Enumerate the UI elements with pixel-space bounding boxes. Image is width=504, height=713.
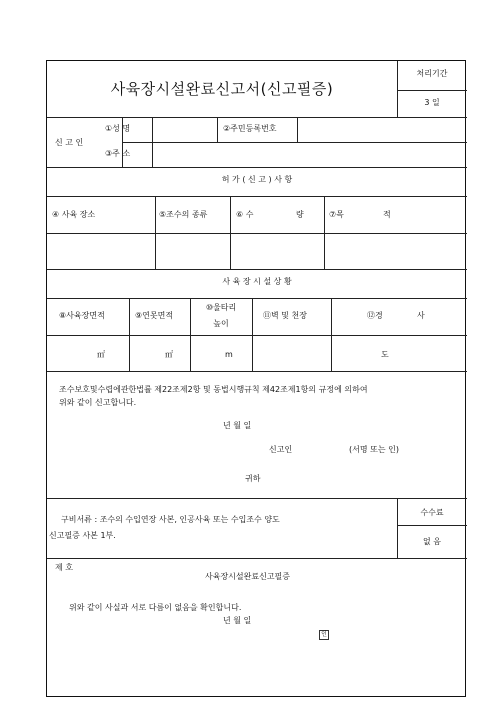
name-label: ①성 명 [105,124,131,133]
unit-slope: 도 [381,350,389,359]
completion-report-form [46,60,466,697]
permit-col-purpose-suffix: 적 [383,210,391,219]
permit-section-title: 허 가 ( 신 고 ) 사 항 [221,175,293,184]
facility-col-slope: ⑫경 [367,311,383,320]
facility-col-slope-suffix: 사 [417,311,425,320]
address-label: ③주 소 [105,149,131,158]
seal-stamp: 인 [319,630,329,640]
certificate-number: 제 호 [55,563,73,572]
permit-col-quantity-suffix: 량 [296,210,304,219]
declaration-date: 년 월 일 [223,421,252,430]
fee-label: 수수료 [420,508,444,517]
fee-value: 없 음 [423,537,441,546]
signature-note: (서명 또는 인) [349,445,399,454]
unit-fence: m [225,350,233,359]
declaration-line-2: 위와 같이 신고합니다. [59,398,137,407]
certificate-confirm-text: 위와 같이 사실과 서로 다름이 없음을 확인합니다. [69,603,242,612]
addressee: 귀하 [245,474,261,483]
facility-col-pond: ⑨연못면적 [135,311,174,320]
processing-period-label: 처리기간 [416,69,448,78]
facility-col-walls: ⑪벽 및 천장 [263,311,307,320]
unit-area: ㎡ [97,350,105,359]
facility-section-title: 사 육 장 시 설 상 황 [222,277,292,286]
facility-col-fence-height: 높이 [213,319,229,328]
signer-label: 신고인 [269,445,293,454]
applicant-label: 신 고 인 [55,138,84,147]
required-documents-line-2: 신고필증 사본 1부. [49,531,116,540]
facility-col-area: ⑧사육장면적 [59,311,105,320]
permit-col-quantity: ⑥ 수 [236,210,254,219]
form-title: 사육장시설완료신고서(신고필증) [110,80,334,98]
certificate-title: 사육장시설완료신고필증 [205,572,291,581]
permit-col-location: ④ 사육 장소 [52,210,96,219]
processing-period-value: 3 일 [424,98,440,107]
certificate-date: 년 월 일 [223,616,252,625]
permit-col-species: ⑤조수의 종류 [159,210,208,219]
declaration-line-1: 조수보호및수렵에관한법률 제22조제2항 및 동법시행규칙 제42조제1항의 규정에 의하여 [59,385,368,394]
required-documents-line-1: 구비서류 : 조수의 수입연장 사본, 인공사육 또는 수입조수 양도 [61,515,280,524]
resident-number-label: ②주민등록번호 [223,124,277,133]
facility-col-fence: ⑩울타리 [205,303,237,312]
unit-pond: ㎡ [165,350,173,359]
permit-col-purpose: ⑦목 [329,210,344,219]
